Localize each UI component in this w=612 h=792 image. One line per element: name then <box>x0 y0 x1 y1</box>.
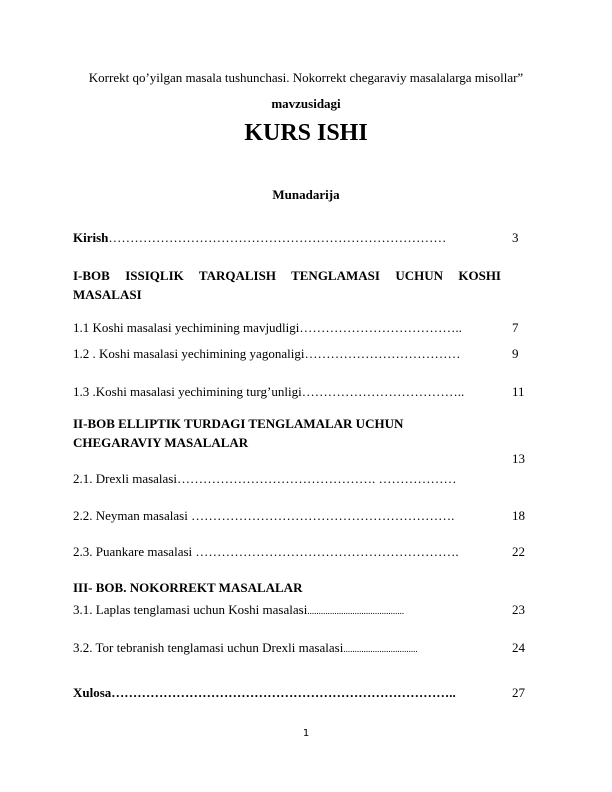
toc-page-number: 11 <box>512 384 525 399</box>
toc-leader-dots: ……………………………….. <box>299 320 462 335</box>
toc-entry-3-1 <box>73 602 493 618</box>
toc-page-number: 3 <box>512 230 519 245</box>
toc-entry-3-2 <box>73 640 493 656</box>
toc-page-number: 27 <box>512 685 525 700</box>
toc-leader-dots: ........................................... <box>307 606 405 616</box>
toc-chapter-label: MASALASI <box>73 287 142 302</box>
toc-entry-1-1 <box>73 320 493 336</box>
toc-entry-label: 1.3 .Koshi masalasi yechimining turg’unligi <box>73 384 302 399</box>
toc-entry-1-3 <box>73 384 493 400</box>
toc-leader-dots: ……………………………… <box>304 346 461 361</box>
toc-entry-1-2 <box>73 346 493 362</box>
toc-chapter-label: II-BOB ELLIPTIK TURDAGI TENGLAMALAR UCHUN <box>73 416 404 431</box>
toc-chapter-3: III- BOB. NOKORREKT MASALALAR <box>73 580 303 595</box>
toc-page-number: 24 <box>512 640 525 655</box>
toc-page-number: 18 <box>512 508 525 523</box>
toc-page-number: 23 <box>512 602 525 617</box>
toc-leader-dots: ………………………………………. ……………… <box>176 471 457 486</box>
toc-chapter-label: CHEGARAVIY MASALALAR <box>73 435 249 450</box>
toc-chapter-label: I-BOB ISSIQLIK TARQALISH TENGLAMASI UCHUN KOSHI <box>73 268 501 283</box>
toc-entry-2-3 <box>73 544 493 560</box>
toc-page-number: 7 <box>512 320 519 335</box>
toc-leader-dots: ……………………………….. <box>301 384 465 399</box>
page-number: 1 <box>302 728 310 739</box>
toc-leader-dots: …………………………………………………………………….. <box>111 685 456 700</box>
toc-entry-2-2 <box>73 508 493 524</box>
toc-chapter-1 <box>73 266 501 304</box>
toc-leader-dots: ................................. <box>343 644 418 654</box>
toc-heading: Munadarija <box>272 187 340 202</box>
toc-page-number: 22 <box>512 544 525 559</box>
toc-entry-2-1 <box>73 471 493 487</box>
toc-entry-kirish <box>73 230 493 246</box>
toc-page-number: 9 <box>512 346 519 361</box>
toc-entry-label: 1.2 . Koshi masalasi yechimining yagonaligi <box>73 346 305 361</box>
document-title: KURS ISHI <box>244 120 368 146</box>
toc-entry-label: 3.2. Tor tebranish tenglamasi uchun Drexli masalasi <box>73 640 344 655</box>
toc-leader-dots: ……………………………………………………. <box>191 508 455 523</box>
toc-entry-label: Kirish <box>73 230 109 245</box>
toc-entry-label: 3.1. Laplas tenglamasi uchun Koshi masalasi <box>73 602 308 617</box>
toc-chapter-2 <box>73 414 403 452</box>
toc-page-number: 13 <box>512 451 525 466</box>
intro-line: Korrekt qo’yilgan masala tushunchasi. Nokorrekt chegaraviy masalalarga misollar” <box>88 70 524 85</box>
toc-entry-label: 2.2. Neyman masalasi <box>73 508 192 523</box>
toc-leader-dots: …………………………………………………………………… <box>108 230 447 245</box>
intro-line-2: mavzusidagi <box>271 96 341 111</box>
toc-entry-label: Xulosa <box>73 685 112 700</box>
toc-entry-label: 1.1 Koshi masalasi yechimining mavjudligi <box>73 320 300 335</box>
toc-entry-label: 2.1. Drexli masalasi <box>73 471 177 486</box>
toc-entry-xulosa <box>73 685 493 701</box>
toc-entry-label: 2.3. Puankare masalasi <box>73 544 196 559</box>
toc-leader-dots: ……………………………………………………. <box>195 544 459 559</box>
